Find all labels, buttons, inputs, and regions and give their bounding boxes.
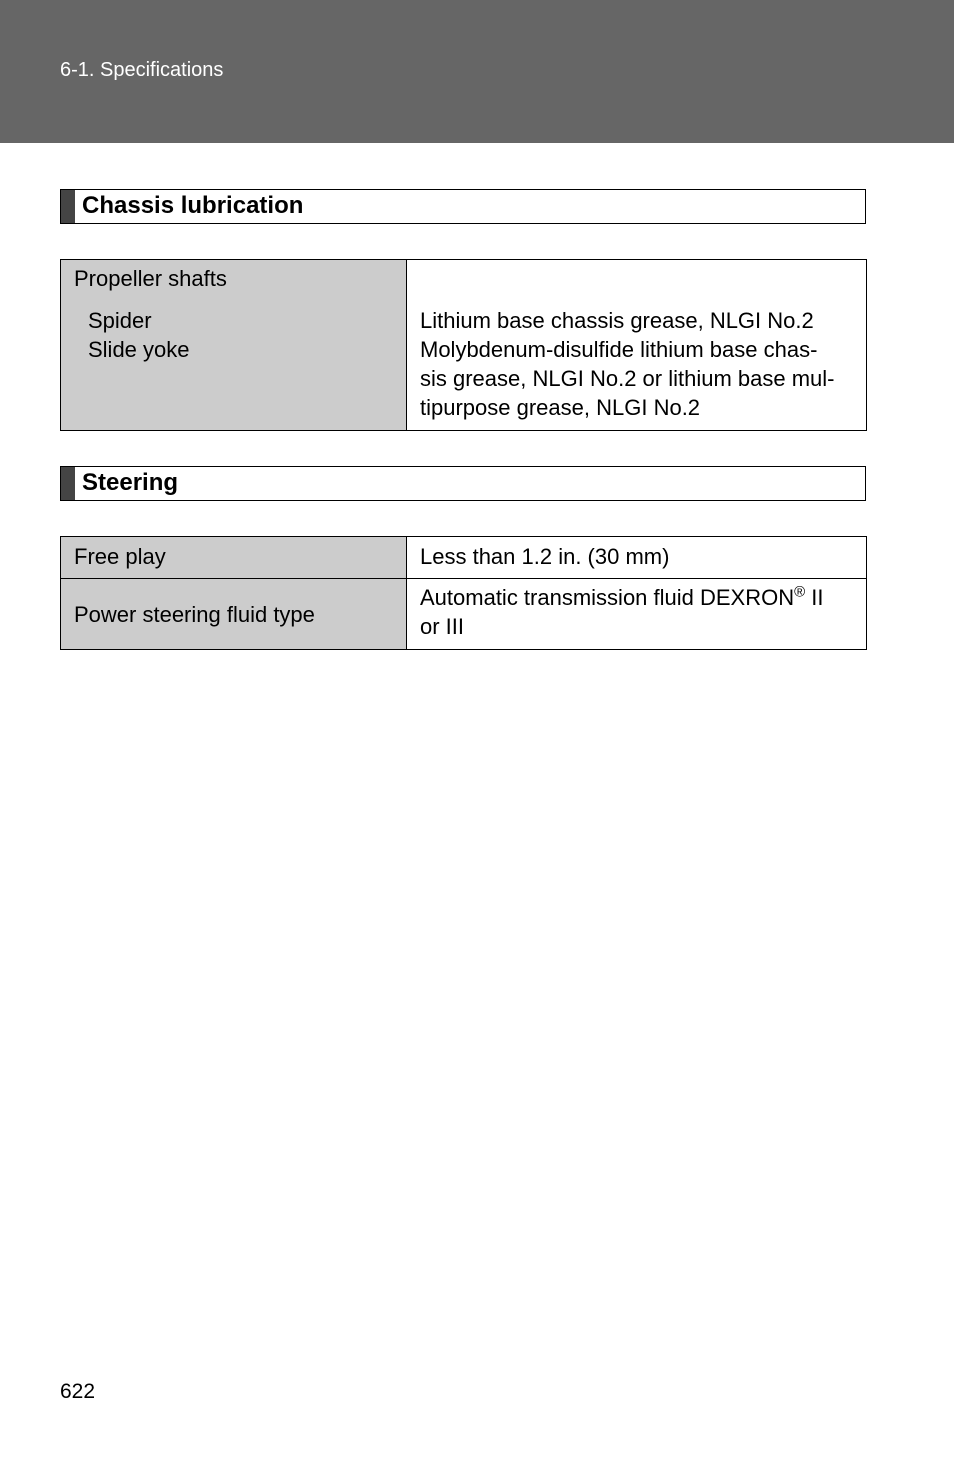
steering-title: Steering [82,469,179,496]
grease-yoke-value-line1: Molybdenum-disulfide lithium base chas- [420,337,818,362]
table-value-cell [407,260,867,431]
table-row [61,537,867,579]
section-label: 6-1. Specifications [60,59,224,81]
steering-table [60,536,867,650]
table-label-cell [61,260,407,431]
chassis-lubrication-title: Chassis lubrication [82,192,304,219]
table-row [61,579,867,650]
table-label-cell [61,579,407,650]
fluid-value-text: Automatic transmission fluid DEXRON [420,585,795,610]
slide-yoke-label: Slide yoke [88,337,190,362]
power-steering-fluid-value-line1 [420,583,853,612]
table-value-cell [407,537,867,579]
grease-yoke-value-line2: sis grease, NLGI No.2 or lithium base mul- [420,366,835,391]
chassis-lubrication-heading [60,189,866,224]
grease-yoke-value-line3: tipurpose grease, NLGI No.2 [420,395,701,420]
steering-heading [60,466,866,501]
table-row [61,260,867,431]
free-play-value: Less than 1.2 in. (30 mm) [420,544,670,569]
propeller-shafts-label: Propeller shafts [74,266,227,291]
fluid-value-grade: II [805,585,824,610]
heading-bar [61,467,75,500]
power-steering-fluid-value-line2: or III [420,614,465,639]
page-number: 622 [60,1380,96,1403]
registered-mark: ® [794,583,806,601]
spider-label: Spider [88,308,152,333]
chassis-lubrication-table [60,259,867,431]
grease-spider-value: Lithium base chassis grease, NLGI No.2 [420,308,814,333]
free-play-label: Free play [74,544,166,569]
table-label-cell [61,537,407,579]
table-value-cell [407,579,867,650]
heading-bar [61,190,75,223]
header-band [0,0,954,143]
power-steering-fluid-label: Power steering fluid type [74,601,315,627]
